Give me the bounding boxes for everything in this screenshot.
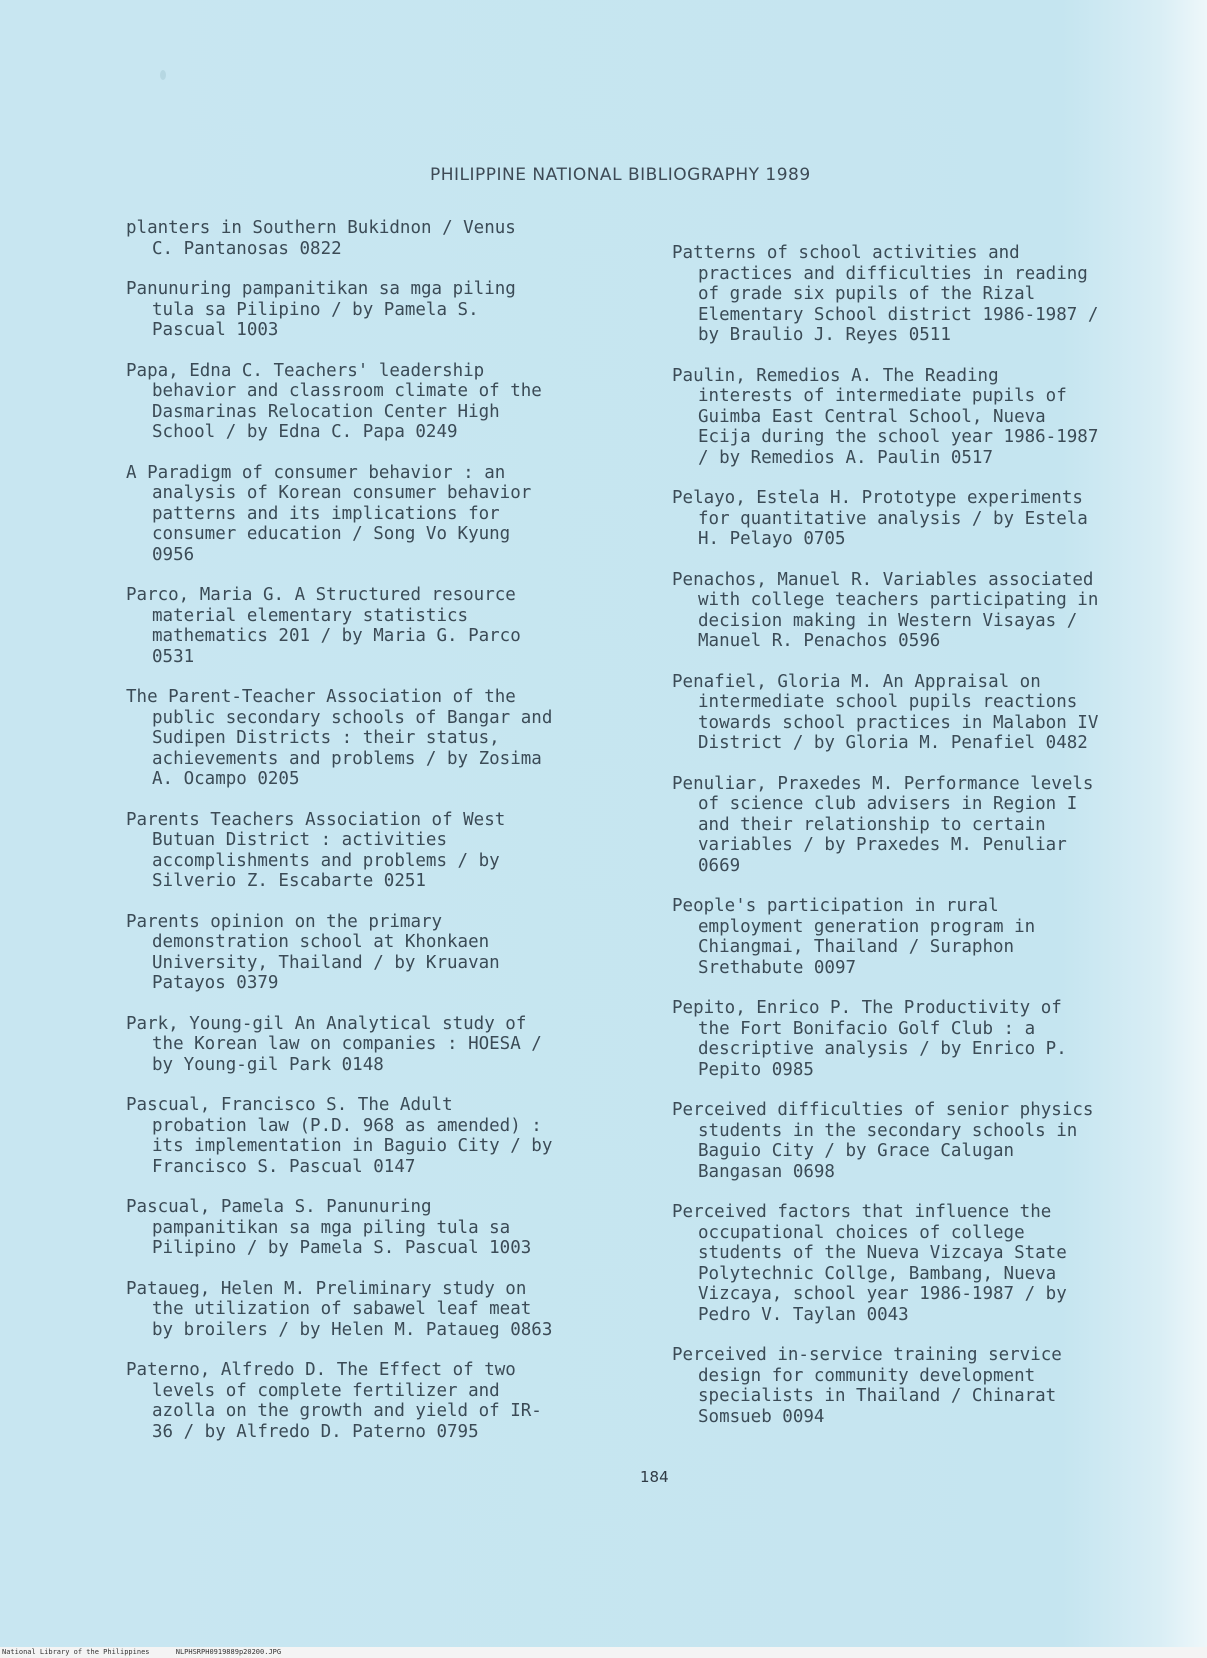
bibliography-entry: Patterns of school activities and practices and difficulties in reading of grade six pupils of the Rizal Elementary School district 1986-1987 / by Braulio J. Reyes 0511: [672, 243, 1099, 345]
bibliography-entry: A Paradigm of consumer behavior : an analysis of Korean consumer behavior patterns and its implications for consumer education / Song Vo Kyung 0956: [126, 462, 532, 565]
bibliography-entry: Paulin, Remedios A. The Reading interests of intermediate pupils of Guimba East Central School, Nueva Ecija during the school year 1986-1987 / by Remedios A. Paulin 0517: [672, 365, 1099, 468]
bibliography-entry: Perceived difficulties of senior physics students in the secondary schools in Baguio City / by Grace Calugan Bangasan 0698: [672, 1100, 1094, 1182]
bibliography-entry: Pelayo, Estela H. Prototype experiments for quantitative analysis / by Estela H. Pelayo 0705: [672, 488, 1088, 549]
page-title: PHILIPPINE NATIONAL BIBLIOGRAPHY 1989: [430, 165, 811, 185]
bibliography-entry: Pepito, Enrico P. The Productivity of the Fort Bonifacio Golf Club : a descriptive analysis / by Enrico P. Pepito 0985: [672, 998, 1067, 1080]
bibliography-entry: Park, Young-gil An Analytical study of the Korean law on companies : HOESA / by Young-gil Park 0148: [126, 1013, 542, 1075]
bibliography-entry: Penachos, Manuel R. Variables associated with college teachers participating in decision making in Western Visayas / Manuel R. Penachos 0596: [672, 569, 1099, 651]
page-number: 184: [640, 1468, 669, 1486]
footer-file: NLPHSRPH0919889p20200.JPG: [175, 1648, 282, 1656]
scan-footer: [0, 1647, 1207, 1658]
footer-source: National Library of the Philippines: [2, 1648, 150, 1656]
bibliography-entry: Penafiel, Gloria M. An Appraisal on intermediate school pupils reactions towards school practices in Malabon IV District / by Gloria M. Penafiel 0482: [672, 671, 1099, 753]
bibliography-entry: Pataueg, Helen M. Preliminary study on the utilization of sabawel leaf meat by broilers / by Helen M. Pataueg 0863: [126, 1278, 553, 1340]
right-column: [672, 243, 1172, 1447]
bibliography-entry: Perceived in-service training service design for community development specialists in Thailand / Chinarat Somsueb 0094: [672, 1345, 1062, 1427]
page-smudge: [160, 70, 166, 80]
bibliography-entry: Papa, Edna C. Teachers' leadership behavior and classroom climate of the Dasmarinas Relocation Center High School / by Edna C. Papa 0249: [126, 360, 542, 442]
bibliography-entry: Perceived factors that influence the occupational choices of college students of the Nueva Vizcaya State Polytechnic Collge, Bambang, Nueva Vizcaya, school year 1986-1987 / by Pedro V. Taylan 0043: [672, 1202, 1067, 1325]
bibliography-entry: Parents Teachers Association of West Butuan District : activities accomplishments and problems / by Silverio Z. Escabarte 0251: [126, 809, 506, 891]
bibliography-entry: planters in Southern Bukidnon / Venus C. Pantanosas 0822: [126, 218, 516, 259]
bibliography-entry: Panunuring pampanitikan sa mga piling tula sa Pilipino / by Pamela S. Pascual 1003: [126, 279, 516, 340]
bibliography-entry: Parents opinion on the primary demonstration school at Khonkaen University, Thailand / by Kruavan Patayos 0379: [126, 911, 500, 993]
bibliography-entry: Penuliar, Praxedes M. Performance levels of science club advisers in Region I and their relationship to certain variables / by Praxedes M. Penuliar 0669: [672, 773, 1094, 876]
bibliography-entry: Pascual, Pamela S. Panunuring pampanitikan sa mga piling tula sa Pilipino / by Pamela S. Pascual 1003: [126, 1197, 532, 1258]
bibliography-entry: Paterno, Alfredo D. The Effect of two levels of complete fertilizer and azolla on the growth and yield of IR- 36 / by Alfredo D. Paterno 0795: [126, 1360, 542, 1442]
bibliography-entry: The Parent-Teacher Association of the public secondary schools of Bangar and Sudipen Districts : their status, achievements and problems / by Zosima A. Ocampo 0205: [126, 687, 553, 789]
bibliography-entry: People's participation in rural employment generation program in Chiangmai, Thailand / Suraphon Srethabute 0097: [672, 896, 1036, 978]
bibliography-entry: Pascual, Francisco S. The Adult probation law (P.D. 968 as amended) : its implementation in Baguio City / by Francisco S. Pascual 0147: [126, 1095, 553, 1177]
bibliography-entry: Parco, Maria G. A Structured resource material elementary statistics mathematics 201 / by Maria G. Parco 0531: [126, 585, 521, 667]
left-column: [126, 218, 646, 1462]
